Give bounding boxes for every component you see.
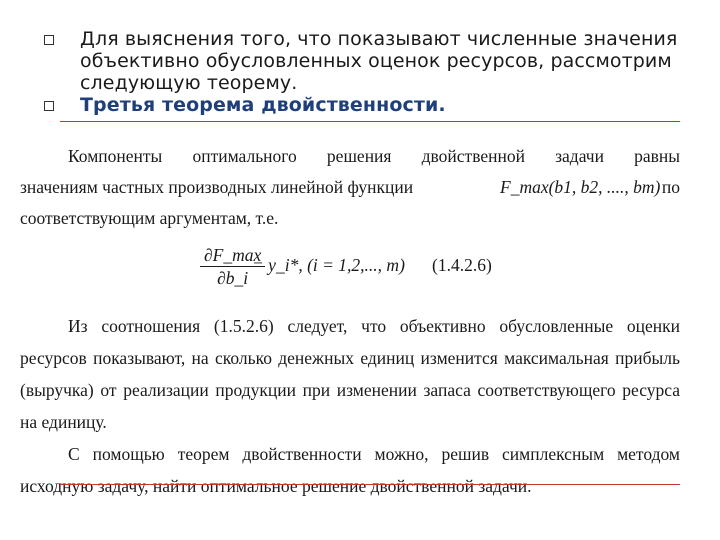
line-text: значениям частных производных линейной функции <box>20 177 414 197</box>
bullet-text: Для выяснения того, что показывают численные значения объективно обусловленных оценок ресурсов, рассмотрим следующую теорему. <box>80 28 678 94</box>
bullet-text: Третья теорема двойственности. <box>80 94 446 116</box>
bullet-item <box>42 28 682 94</box>
equation-numerator: ∂F_max <box>200 244 265 267</box>
bullet-square-icon <box>44 101 54 111</box>
paragraph-line-with-formula <box>20 172 680 202</box>
equation-rhs: = y_i*, (i = 1,2,..., m) <box>252 255 405 275</box>
equation <box>20 240 680 298</box>
bullet-list <box>42 28 682 116</box>
red-divider-top <box>60 121 680 122</box>
paragraph: Из соотношения (1.5.2.6) следует, что объективно обусловленные оценки ресурсов показывают, на сколько денежных единиц изменится максимальная прибыль (выручка) от реализации продукции при изменении запаса соответствующего ресурса на единицу. <box>20 316 680 432</box>
red-divider-bottom <box>60 484 680 485</box>
inline-formula: F_max(b1, b2, ...., bm) <box>500 177 661 197</box>
equation-number: (1.4.2.6) <box>432 255 492 275</box>
paragraph-line: соответствующим аргументам, т.е. <box>20 208 279 228</box>
equation-denominator: ∂b_i <box>217 268 249 288</box>
bullet-square-icon <box>44 35 54 45</box>
scanned-text-block <box>20 140 680 502</box>
paragraph: С помощью теорем двойственности можно, решив симплексным методом исходную задачу, найти оптимальное решение двойственной задачи. <box>20 444 680 496</box>
line-text: по <box>661 177 680 197</box>
bullet-item-theorem <box>42 94 682 116</box>
paragraph-line: Компоненты оптимального решения двойственной задачи равны <box>68 146 680 166</box>
